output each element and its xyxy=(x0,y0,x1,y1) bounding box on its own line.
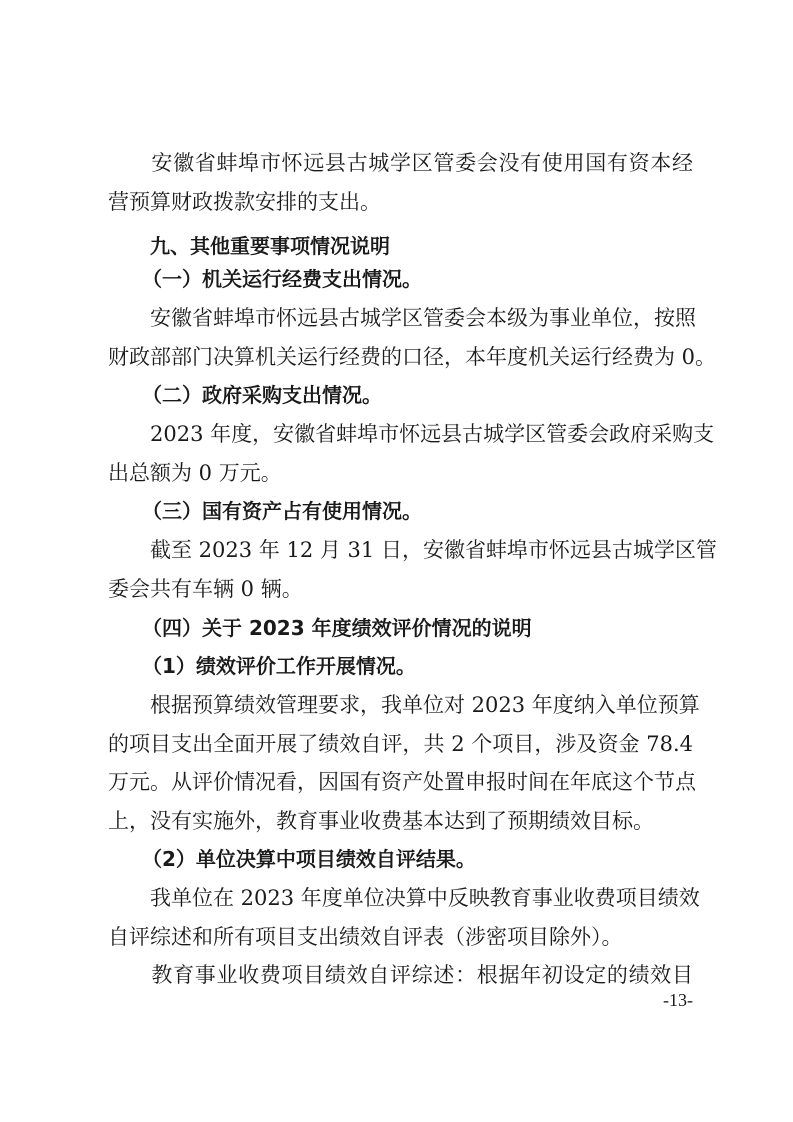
paragraph-line: 出总额为 0 万元。 xyxy=(108,461,282,485)
paragraph-line: 财政部部门决算机关运行经费的口径，本年度机关运行经费为 0。 xyxy=(108,345,717,369)
paragraph-line: 根据预算绩效管理要求，我单位对 2023 年度纳入单位预算 xyxy=(108,693,700,717)
paragraph-line: 自评综述和所有项目支出绩效自评表（涉密项目除外）。 xyxy=(108,925,623,949)
paragraph-line: 安徽省蚌埠市怀远县古城学区管委会本级为事业单位，按照 xyxy=(108,306,696,330)
paragraph-line: 我单位在 2023 年度单位决算中反映教育事业收费项目绩效 xyxy=(108,886,700,910)
page-number: -13- xyxy=(663,990,693,1010)
paragraph-line: 截至 2023 年 12 月 31 日，安徽省蚌埠市怀远县古城学区管 xyxy=(108,538,717,562)
subsection-heading: （三）国有资产占有使用情况。 xyxy=(142,499,422,523)
subsection-heading: （四）关于 2023 年度绩效评价情况的说明 xyxy=(142,616,532,640)
subsection-heading: （2）单位决算中项目绩效自评结果。 xyxy=(142,847,476,871)
paragraph-line: 的项目支出全面开展了绩效自评，共 2 个项目，涉及资金 78.4 xyxy=(108,732,693,756)
subsection-heading: （二）政府采购支出情况。 xyxy=(142,383,382,407)
paragraph-line: 上，没有实施外，教育事业收费基本达到了预期绩效目标。 xyxy=(108,809,654,833)
paragraph-line: 教育事业收费项目绩效自评综述：根据年初设定的绩效目 xyxy=(108,963,693,987)
paragraph-line: 委会共有车辆 0 辆。 xyxy=(108,577,303,601)
section-heading: 九、其他重要事项情况说明 xyxy=(150,234,390,258)
paragraph-line: 营预算财政拨款安排的支出。 xyxy=(108,190,381,214)
subsection-heading: （1）绩效评价工作开展情况。 xyxy=(142,654,416,678)
paragraph-line: 2023 年度，安徽省蚌埠市怀远县古城学区管委会政府采购支 xyxy=(108,422,715,446)
paragraph-line: 安徽省蚌埠市怀远县古城学区管委会没有使用国有资本经 xyxy=(108,151,693,175)
paragraph-line: 万元。从评价情况看，因国有资产处置申报时间在年底这个节点 xyxy=(108,770,696,794)
subsection-heading: （一）机关运行经费支出情况。 xyxy=(142,267,422,291)
